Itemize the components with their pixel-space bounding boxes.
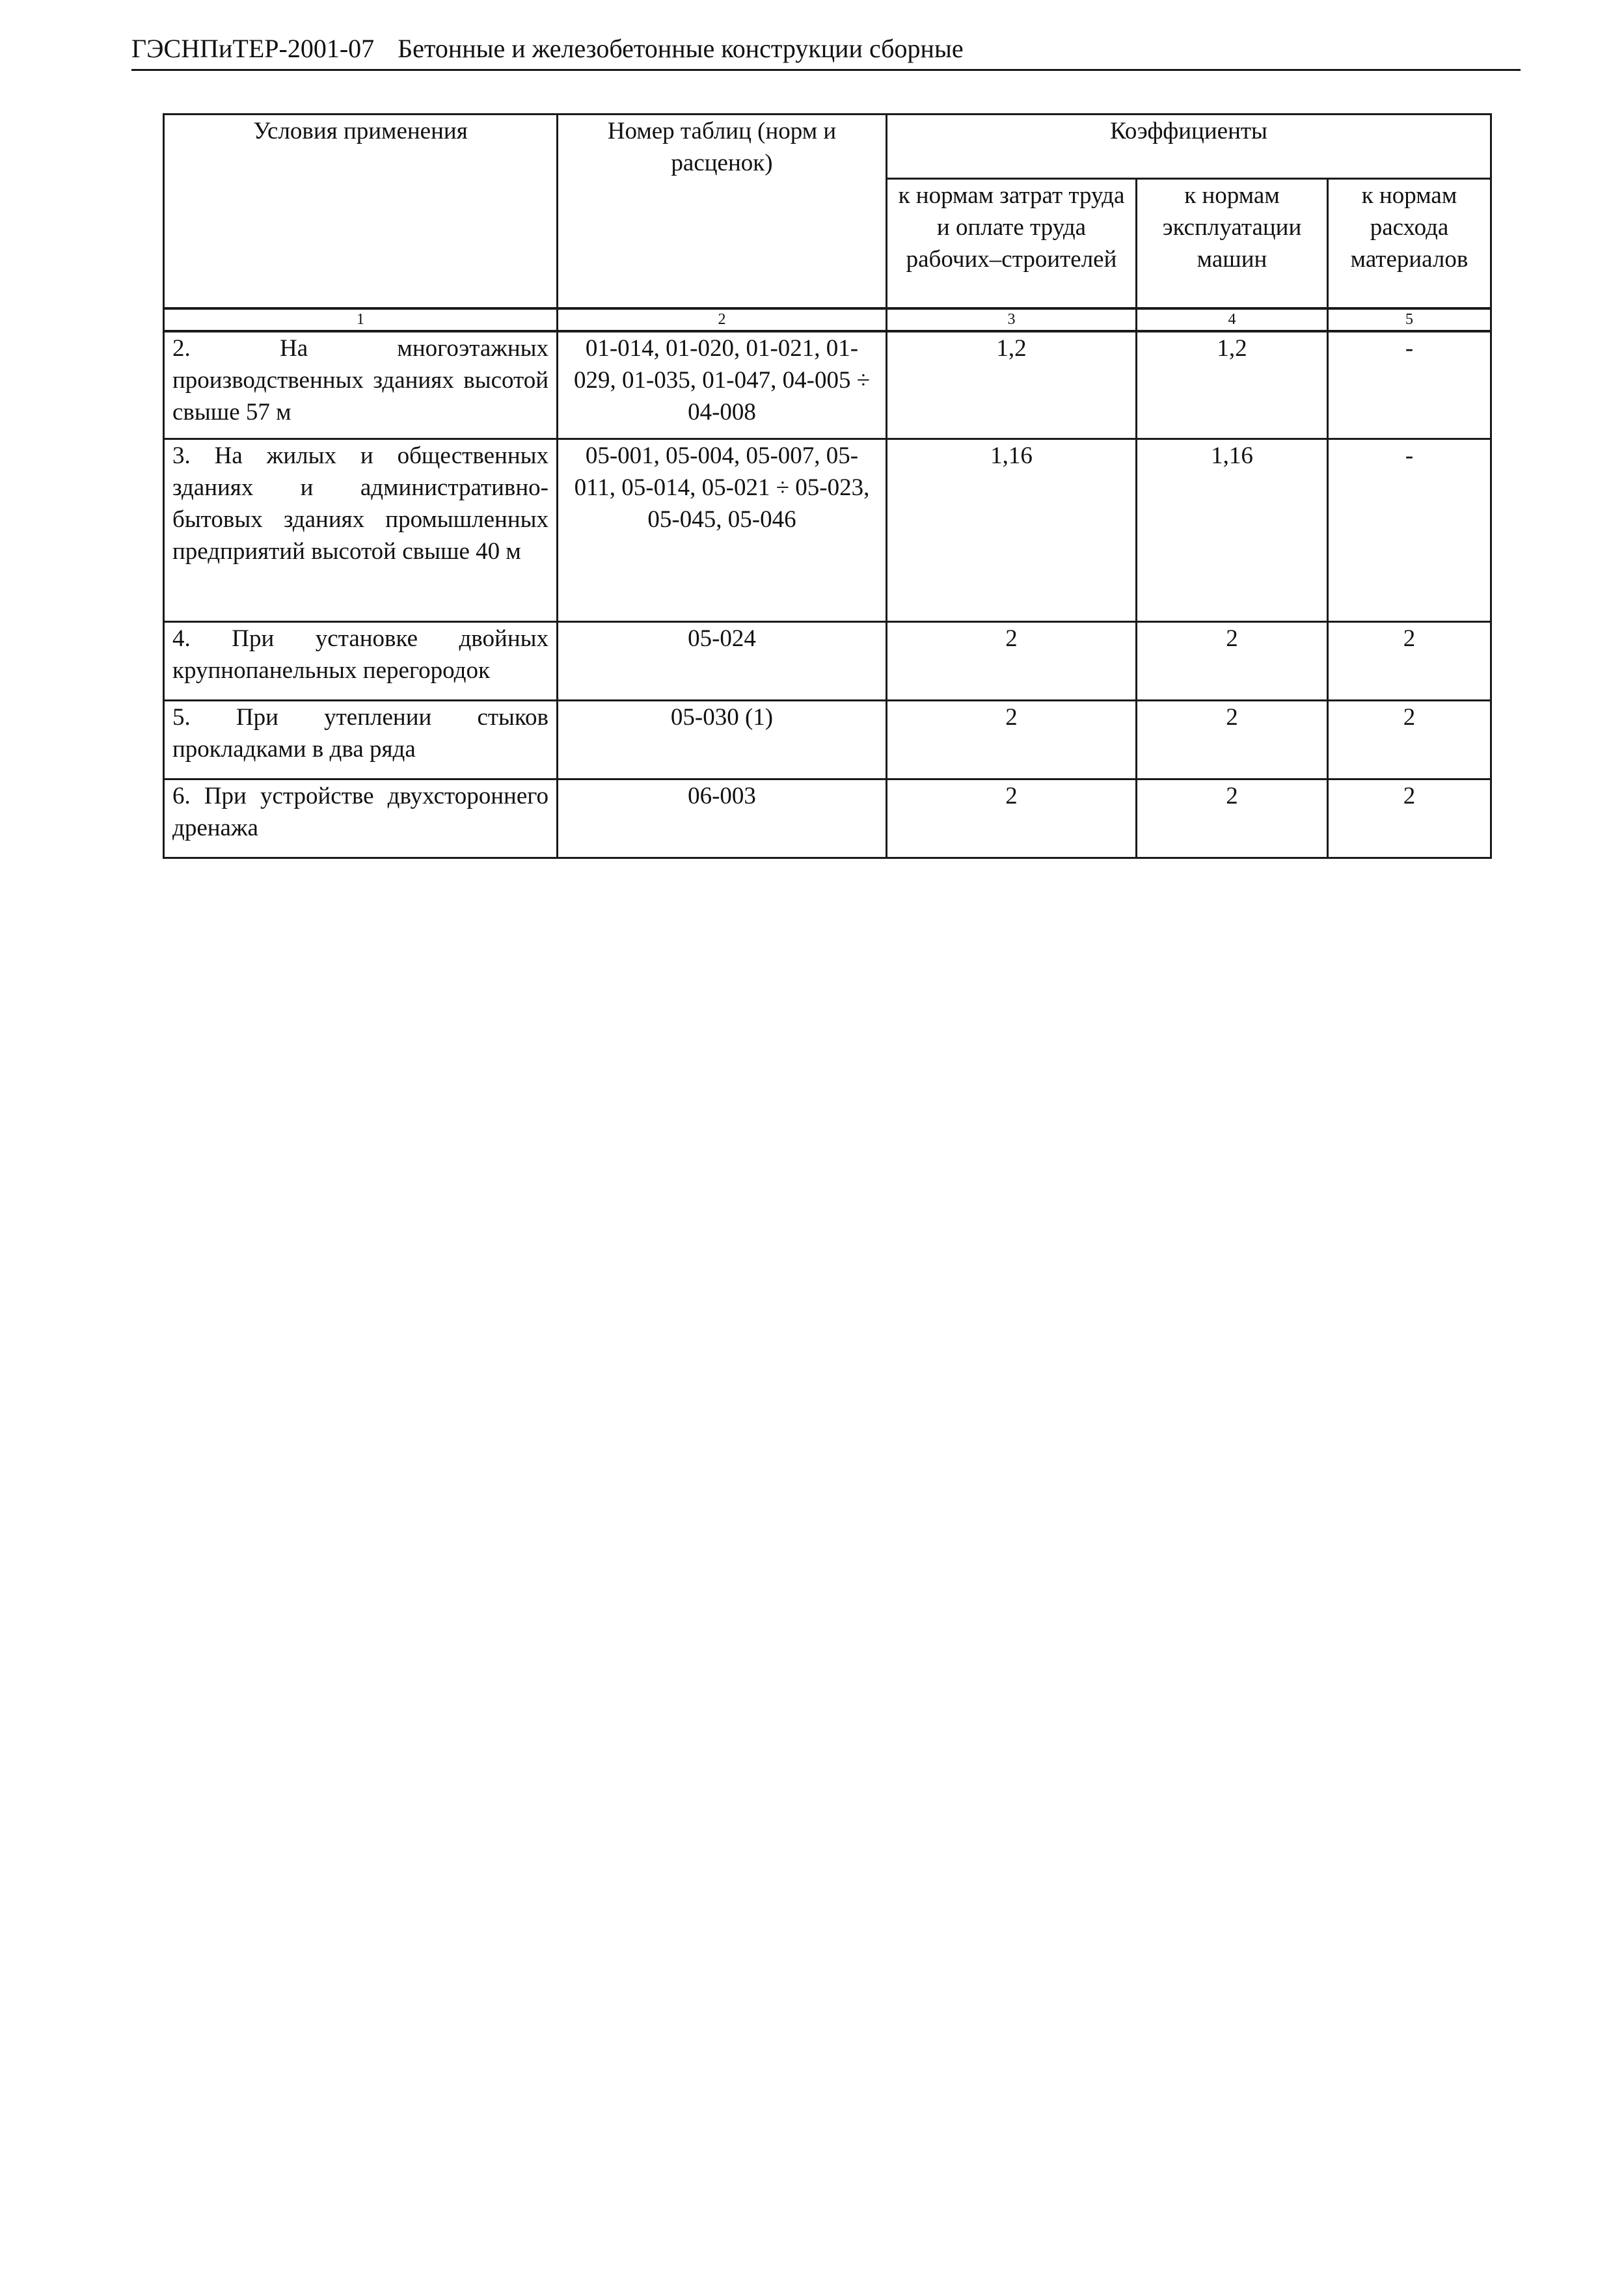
header-conditions: Условия применения [164, 115, 558, 309]
header-machines: к нормам эксплуатации машин [1137, 179, 1328, 309]
machines-coefficient-cell: 1,2 [1137, 331, 1328, 439]
table-row [164, 701, 1491, 779]
condition-cell: 4. При установке двойных крупнопанельных перегородок [164, 622, 558, 701]
materials-coefficient-cell: - [1328, 331, 1491, 439]
materials-coefficient-cell: 2 [1328, 701, 1491, 779]
table-numbers-cell: 06-003 [558, 779, 887, 858]
header-coefficients: Коэффициенты [887, 115, 1491, 179]
labor-coefficient-cell: 1,16 [887, 439, 1137, 622]
column-number: 1 [164, 308, 558, 331]
column-number: 5 [1328, 308, 1491, 331]
table-row [164, 331, 1491, 439]
condition-cell: 3. На жилых и общественных зданиях и административно-бытовых зданиях промышленных предприятий высотой свыше 40 м [164, 439, 558, 622]
materials-coefficient-cell: 2 [1328, 779, 1491, 858]
column-number-row [164, 308, 1491, 331]
condition-cell: 2. На многоэтажных производственных зданиях высотой свыше 57 м [164, 331, 558, 439]
condition-cell: 5. При утеплении стыков прокладками в два ряда [164, 701, 558, 779]
materials-coefficient-cell: 2 [1328, 622, 1491, 701]
table-numbers-cell: 05-001, 05-004, 05-007, 05-011, 05-014, 05-021 ÷ 05-023, 05-045, 05-046 [558, 439, 887, 622]
document-title: Бетонные и железобетонные конструкции сборные [398, 34, 964, 63]
labor-coefficient-cell: 2 [887, 701, 1137, 779]
table-numbers-cell: 05-024 [558, 622, 887, 701]
materials-coefficient-cell: - [1328, 439, 1491, 622]
machines-coefficient-cell: 1,16 [1137, 439, 1328, 622]
column-number: 3 [887, 308, 1137, 331]
table-numbers-cell: 01-014, 01-020, 01-021, 01-029, 01-035, 01-047, 04-005 ÷ 04-008 [558, 331, 887, 439]
condition-cell: 6. При устройстве двухстороннего дренажа [164, 779, 558, 858]
machines-coefficient-cell: 2 [1137, 779, 1328, 858]
table-numbers-cell: 05-030 (1) [558, 701, 887, 779]
coefficients-table [163, 113, 1492, 859]
labor-coefficient-cell: 2 [887, 622, 1137, 701]
column-number: 2 [558, 308, 887, 331]
table-row [164, 779, 1491, 858]
column-number: 4 [1137, 308, 1328, 331]
running-header [131, 34, 1521, 71]
machines-coefficient-cell: 2 [1137, 622, 1328, 701]
header-row [164, 115, 1491, 179]
labor-coefficient-cell: 2 [887, 779, 1137, 858]
machines-coefficient-cell: 2 [1137, 701, 1328, 779]
document-code: ГЭСНПиТЕР-2001-07 [131, 34, 375, 63]
header-materials: к нормам расхода материалов [1328, 179, 1491, 309]
table-row [164, 622, 1491, 701]
header-labor: к нормам затрат труда и оплате труда рабочих–строителей [887, 179, 1137, 309]
table-row [164, 439, 1491, 622]
labor-coefficient-cell: 1,2 [887, 331, 1137, 439]
header-table-numbers: Номер таблиц (норм и расценок) [558, 115, 887, 309]
